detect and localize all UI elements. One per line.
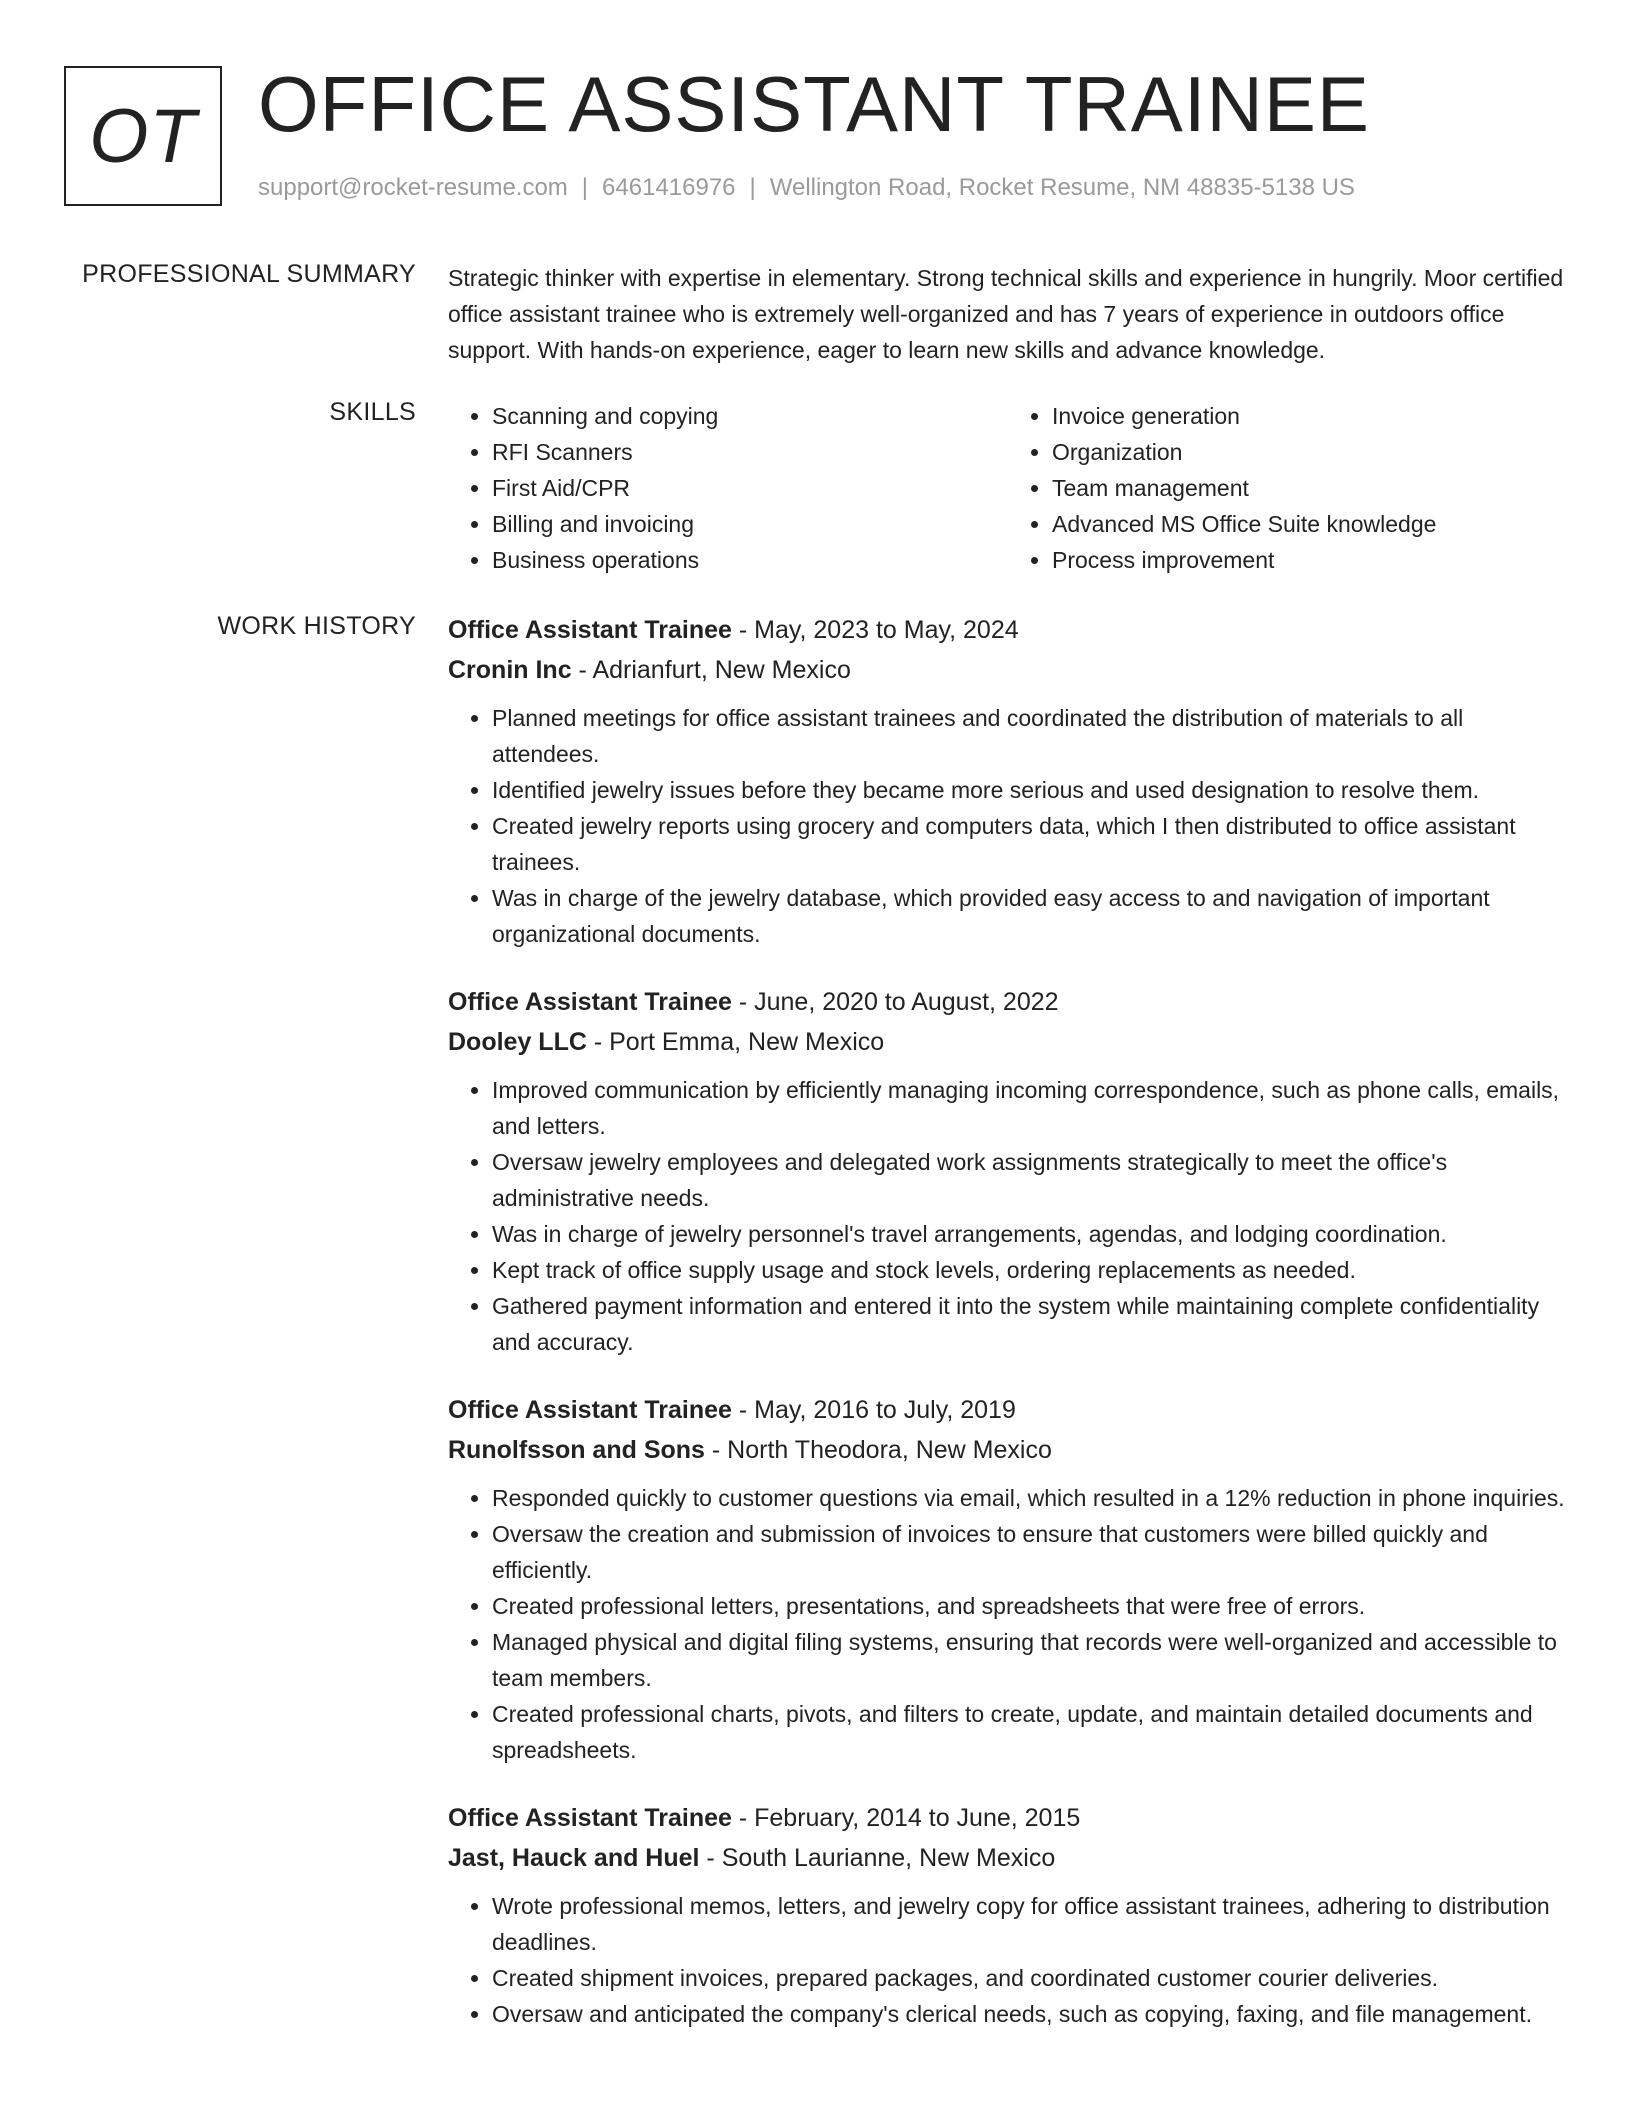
summary-text: Strategic thinker with expertise in elementary. Strong technical skills and experience in hungrily. Moor certified office assistant trainee who is extremely well-organized and has 7 years of experience in outdoors office support. With hands-on experience, eager to learn new skills and advance knowledge. [448,265,1564,363]
job-bullet: • Created professional charts, pivots, and filters to create, update, and maintain detailed documents and spreadsheets. [492,1696,1568,1768]
skill-item: • RFI Scanners [492,434,1008,470]
job-location: - Adrianfurt, New Mexico [571,656,851,684]
skill-item: • Advanced MS Office Suite knowledge [1052,506,1568,542]
section-label-work-history: WORK HISTORY [217,612,416,640]
skill-item: • Invoice generation [1052,398,1568,434]
job-title: Office Assistant Trainee [448,1396,732,1424]
job-location: - South Laurianne, New Mexico [699,1844,1056,1872]
job-company-line [448,1430,1568,1470]
job-title-line [448,1390,1568,1430]
contact-separator: | [581,174,589,201]
job-bullet: • Gathered payment information and entered it into the system while maintaining complete confidentiality and accuracy. [492,1288,1568,1360]
job-location: - North Theodora, New Mexico [704,1436,1052,1464]
job-company: Runolfsson and Sons [448,1436,705,1464]
job-title: Office Assistant Trainee [448,988,732,1016]
job-bullet: • Planned meetings for office assistant trainees and coordinated the distribution of materials to all attendees. [492,700,1568,772]
contact-separator: | [749,174,756,201]
job-bullet: • Oversaw the creation and submission of invoices to ensure that customers were billed quickly and efficiently. [492,1516,1568,1588]
job-location: - Port Emma, New Mexico [586,1028,885,1056]
contact-line [258,174,1355,202]
resume-header [64,60,1584,216]
section-label-summary: PROFESSIONAL SUMMARY [82,260,416,288]
contact-address: Wellington Road, Rocket Resume, NM 48835-5138 US [769,174,1355,201]
job-bullet: • Oversaw and anticipated the company's clerical needs, such as copying, faxing, and file management. [492,1996,1568,2032]
job-bullets [448,700,1568,952]
work-history-body [448,610,1568,2062]
job-bullet: • Created professional letters, presentations, and spreadsheets that were free of errors. [492,1588,1568,1624]
job-company: Dooley LLC [448,1028,587,1056]
skills-list-left [448,398,1008,578]
job-dates: - February, 2014 to June, 2015 [731,1804,1081,1832]
skill-item: • Organization [1052,434,1568,470]
initials-monogram: OT [64,66,222,206]
job-bullets [448,1480,1568,1768]
job-bullet: • Created jewelry reports using grocery and computers data, which I then distributed to office assistant trainees. [492,808,1568,880]
job-company-line [448,1022,1568,1062]
skills-columns [448,398,1568,578]
job-bullet: • Managed physical and digital filing systems, ensuring that records were well-organized and accessible to team members. [492,1624,1568,1696]
job-title-line [448,610,1568,650]
skills-body [448,398,1568,578]
section-label-skills: SKILLS [329,398,416,426]
job-bullet: • Responded quickly to customer questions via email, which resulted in a 12% reduction in phone inquiries. [492,1480,1568,1516]
job-bullets [448,1072,1568,1360]
skill-item: • Billing and invoicing [492,506,1008,542]
skill-item: • Business operations [492,542,1008,578]
job-company: Cronin Inc [448,656,572,684]
summary-body [448,260,1568,368]
contact-email[interactable]: support@rocket-resume.com [258,174,568,201]
contact-phone[interactable]: 6461416976 [602,174,736,201]
job-title: Office Assistant Trainee [448,616,732,644]
skill-item: • Scanning and copying [492,398,1008,434]
job-title-line [448,982,1568,1022]
job-bullet: • Kept track of office supply usage and stock levels, ordering replacements as needed. [492,1252,1568,1288]
job-title: Office Assistant Trainee [448,1804,732,1832]
job-entry [448,1390,1568,1768]
job-bullet: • Was in charge of the jewelry database, which provided easy access to and navigation of important organizational documents. [492,880,1568,952]
job-entry [448,982,1568,1360]
job-company: Jast, Hauck and Huel [448,1844,700,1872]
job-dates: - June, 2020 to August, 2022 [731,988,1059,1016]
job-bullet: • Identified jewelry issues before they became more serious and used designation to resolve them. [492,772,1568,808]
job-entry [448,1798,1568,2032]
job-dates: - May, 2016 to July, 2019 [731,1396,1016,1424]
job-dates: - May, 2023 to May, 2024 [731,616,1019,644]
job-bullet: • Wrote professional memos, letters, and jewelry copy for office assistant trainees, adhering to distribution deadlines. [492,1888,1568,1960]
skills-list-right [1008,398,1568,578]
job-bullets [448,1888,1568,2032]
job-bullet: • Improved communication by efficiently managing incoming correspondence, such as phone calls, emails, and letters. [492,1072,1568,1144]
job-bullet: • Oversaw jewelry employees and delegated work assignments strategically to meet the office's administrative needs. [492,1144,1568,1216]
skill-item: • Process improvement [1052,542,1568,578]
skill-item: • Team management [1052,470,1568,506]
candidate-name: OFFICE ASSISTANT TRAINEE [258,60,1370,148]
job-company-line [448,1838,1568,1878]
job-bullet: • Created shipment invoices, prepared packages, and coordinated customer courier deliveries. [492,1960,1568,1996]
job-entry [448,610,1568,952]
job-title-line [448,1798,1568,1838]
skill-item: • First Aid/CPR [492,470,1008,506]
job-company-line [448,650,1568,690]
job-bullet: • Was in charge of jewelry personnel's travel arrangements, agendas, and lodging coordination. [492,1216,1568,1252]
